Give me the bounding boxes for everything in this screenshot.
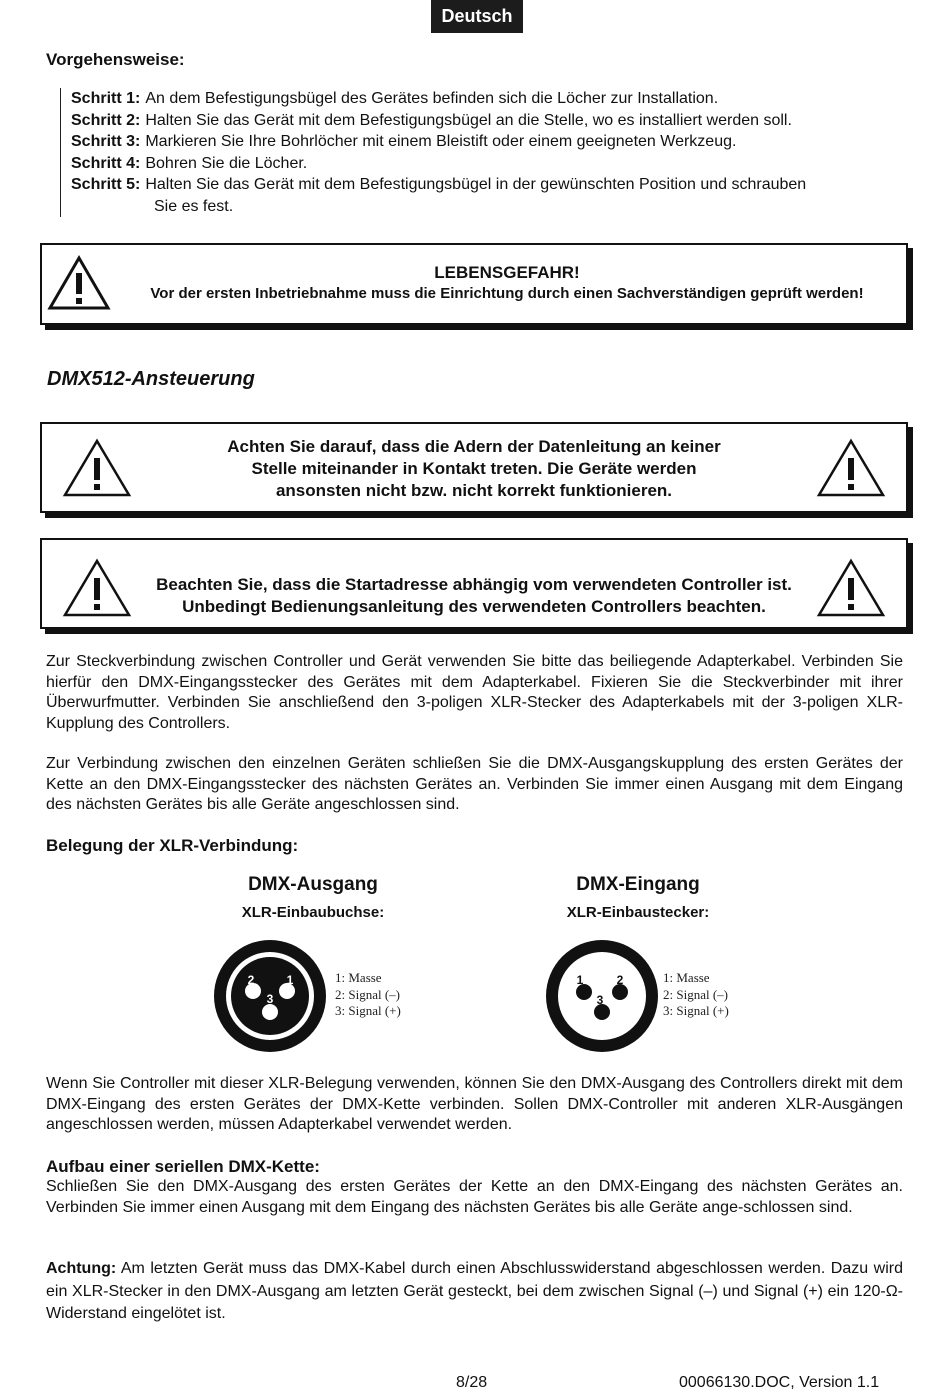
procedure-heading: Vorgehensweise: [46,50,185,69]
section-title: DMX512-Ansteuerung [47,368,255,390]
chain-heading: Aufbau einer seriellen DMX-Kette: [46,1157,320,1176]
attention-label: Achtung: [46,1260,117,1277]
warning-triangle-icon [816,558,886,618]
data-cable-warning-text: Achten Sie darauf, dass die Adern der Datenleitung an keiner Stelle miteinander in Kontakt treten. Die Geräte werden ansonsten nicht bzw. nicht korrekt funktionieren. [227,437,721,500]
pin-label: 1 [286,973,294,987]
xlr-plug-diagram [544,938,660,1054]
warning-triangle-icon [62,558,132,618]
start-address-warning-box [40,538,908,629]
pin-label: 2 [247,973,255,987]
xlr-output-legend: 1: Masse 2: Signal (–) 3: Signal (+) [335,970,401,1018]
step-3: Schritt 3: Markieren Sie Ihre Bohrlöcher mit einem Bleistift oder einem geeigneten Werkzeug. [71,133,737,150]
xlr-output-subtitle: XLR-Einbaubuchse: [241,904,385,921]
warning-triangle-icon [816,438,886,498]
paragraph-device-chain: Zur Verbindung zwischen den einzelnen Geräten schließen Sie die DMX-Ausgangskupplung des ersten Gerätes der Kette an den DMX-Eingangsstecker des nächsten Gerätes an. Verbinden Sie immer einen Ausgang mit dem Eingang des nächsten Gerätes bis alle Geräte angeschlossen sind. [46,755,903,813]
pin-label: 1 [576,973,584,987]
pin-label: 3 [266,992,274,1006]
paragraph-xlr-usage: Wenn Sie Controller mit dieser XLR-Belegung verwenden, können Sie den DMX-Ausgang des Controllers direkt mit dem DMX-Eingang des ersten Gerätes der DMX-Kette verbinden. Sollen DMX-Controller mit anderen XLR-Ausgängen angeschlossen werden, müssen Adapterkabel verwendet werden. [46,1075,903,1133]
xlr-input-subtitle: XLR-Einbaustecker: [566,904,710,921]
document-version: 00066130.DOC, Version 1.1 [679,1374,880,1391]
data-cable-warning-box [40,422,908,513]
xlr-heading: Belegung der XLR-Verbindung: [46,836,299,855]
warning-triangle-icon [62,438,132,498]
paragraph-chain-setup: Schließen Sie den DMX-Ausgang des ersten Gerätes der Kette an den DMX-Eingang des nächsten Gerätes an. Verbinden Sie immer einen Ausgang mit dem Eingang des nächsten Gerätes bis alle Geräte ange-schlossen sind. [46,1178,903,1216]
language-tab: Deutsch [431,0,523,33]
warning-triangle-icon [47,255,111,311]
step-5: Schritt 5: Halten Sie das Gerät mit dem Befestigungsbügel in der gewünschten Position und schrauben [71,176,807,193]
life-danger-warning-box [40,243,908,325]
start-address-warning-text: Beachten Sie, dass die Startadresse abhängig vom verwendeten Controller ist. Unbedingt Bedienungsanleitung des verwendeten Controllers beachten. [156,575,792,616]
pin-label: 3 [596,993,604,1007]
step-5-continuation: Sie es fest. [154,197,234,215]
xlr-input-legend: 1: Masse 2: Signal (–) 3: Signal (+) [663,970,729,1018]
xlr-input-title: DMX-Eingang [576,874,700,895]
page-number: 8/28 [456,1374,488,1391]
xlr-output-title: DMX-Ausgang [248,874,378,895]
step-2: Schritt 2: Halten Sie das Gerät mit dem Befestigungsbügel an die Stelle, wo es installiert werden soll. [71,111,792,129]
step-1: Schritt 1: An dem Befestigungsbügel des Gerätes befinden sich die Löcher zur Installation. [71,90,719,107]
paragraph-termination: Achtung: Am letzten Gerät muss das DMX-Kabel durch einen Abschlusswiderstand abgeschlossen werden. Dazu wird ein XLR-Stecker in den DMX-Ausgang am letzten Gerät gesteckt, bei dem zwischen Signal (–) und Signal (+) ein 120-Ω-Widerstand eingelötet ist. [46,1260,904,1322]
life-danger-text: Vor der ersten Inbetriebnahme muss die Einrichtung durch einen Sachverständigen geprüft werden! [150,285,864,302]
procedure-steps [60,88,931,217]
pin-label: 2 [616,973,624,987]
xlr-socket-diagram [212,938,328,1054]
paragraph-adapter-cable: Zur Steckverbindung zwischen Controller und Gerät verwenden Sie bitte das beiliegende Adapterkabel. Verbinden Sie hierfür den DMX-Eingangsstecker des Gerätes mit dem Adapterkabel. Fixieren Sie die Steckverbinder mit ihrer Überwurfmutter. Verbinden Sie anschließend den 3-poligen XLR-Stecker des Adapterkabels mit der 3-poligen XLR-Kupplung des Controllers. [46,653,903,732]
step-4: Schritt 4: Bohren Sie die Löcher. [71,154,308,172]
life-danger-title: LEBENSGEFAHR! [434,263,580,282]
